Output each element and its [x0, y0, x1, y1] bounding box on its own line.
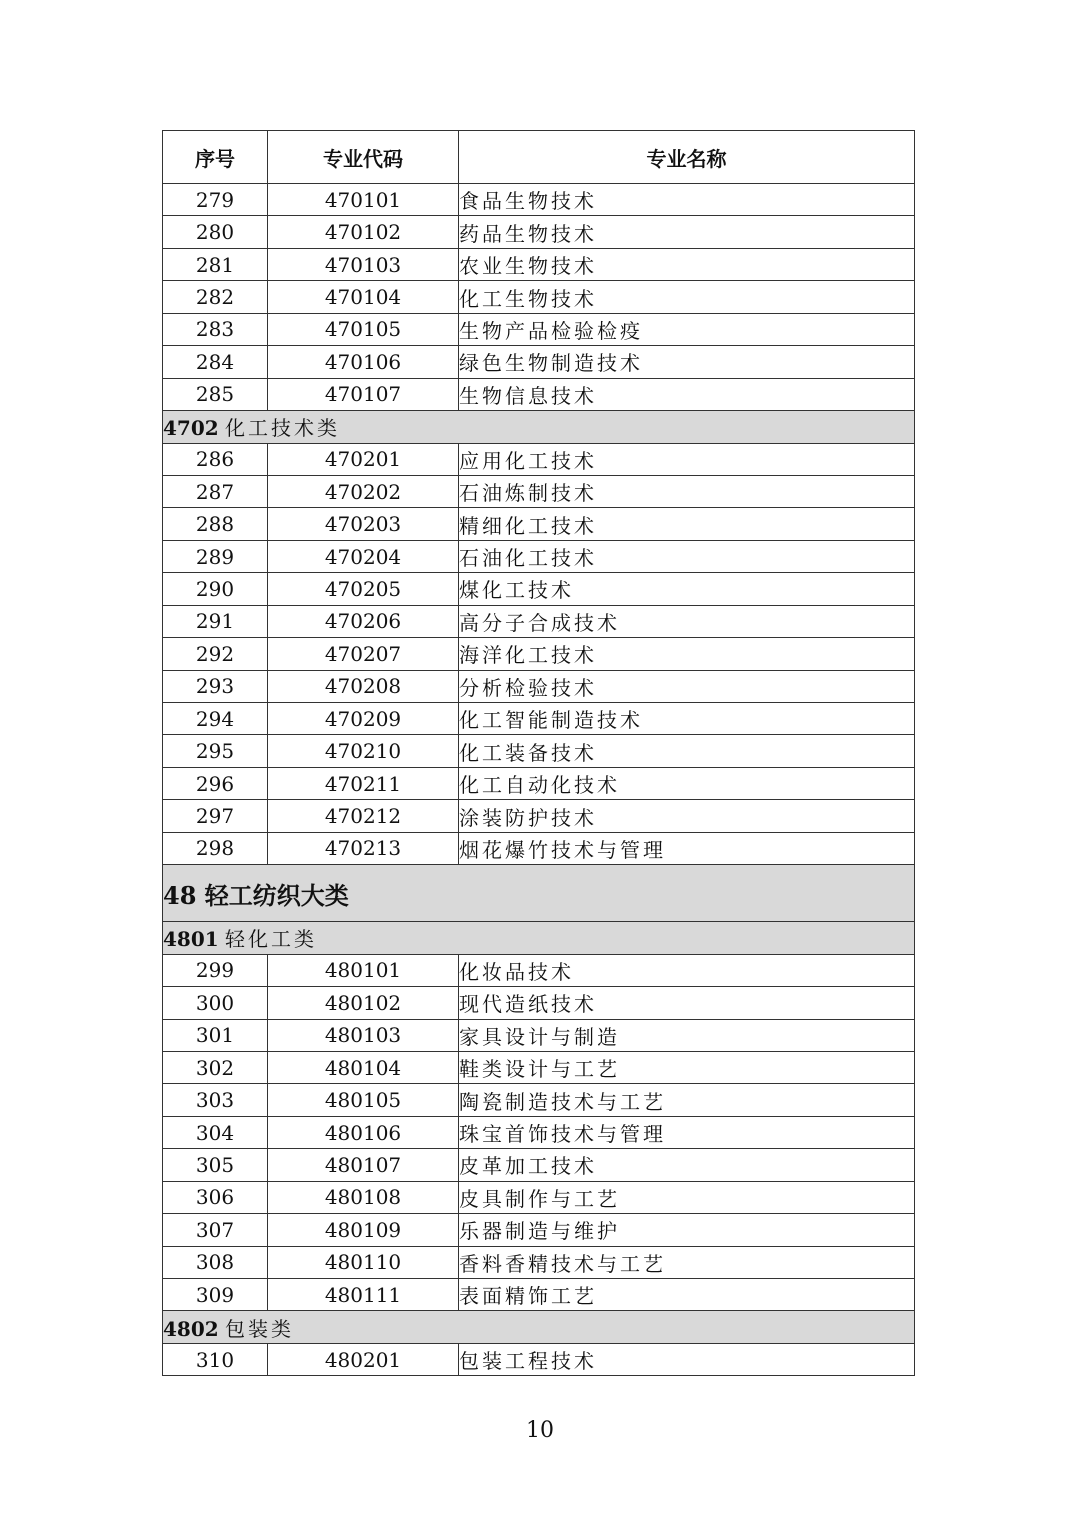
name-cell: 食品生物技术: [459, 184, 915, 216]
code-cell: 480108: [268, 1181, 459, 1213]
serial-cell: 281: [163, 248, 268, 280]
code-cell: 470105: [268, 313, 459, 345]
category-row-4802: [163, 1311, 915, 1343]
serial-cell: 294: [163, 703, 268, 735]
serial-cell: 293: [163, 670, 268, 702]
serial-cell: 304: [163, 1116, 268, 1148]
serial-cell: 307: [163, 1214, 268, 1246]
table-row: [163, 832, 915, 864]
table-row: [163, 1181, 915, 1213]
code-cell: 480102: [268, 987, 459, 1019]
name-cell: 化妆品技术: [459, 954, 915, 986]
table-row: [163, 954, 915, 986]
code-cell: 480107: [268, 1149, 459, 1181]
header-row: [163, 131, 915, 184]
name-cell: 绿色生物制造技术: [459, 346, 915, 378]
code-cell: 470205: [268, 573, 459, 605]
group-biotech: [163, 184, 915, 411]
name-cell: 珠宝首饰技术与管理: [459, 1116, 915, 1148]
code-cell: 470102: [268, 216, 459, 248]
category-code: 4801: [163, 927, 219, 952]
code-cell: 470202: [268, 475, 459, 507]
code-cell: 470212: [268, 800, 459, 832]
serial-cell: 300: [163, 987, 268, 1019]
name-cell: 海洋化工技术: [459, 638, 915, 670]
major-category-row-48: [163, 865, 915, 922]
serial-cell: 279: [163, 184, 268, 216]
serial-cell: 303: [163, 1084, 268, 1116]
code-cell: 480109: [268, 1214, 459, 1246]
header-name: 专业名称: [459, 131, 915, 184]
table-row: [163, 1149, 915, 1181]
group-light-chemical: [163, 954, 915, 1311]
serial-cell: 283: [163, 313, 268, 345]
serial-cell: 282: [163, 281, 268, 313]
serial-cell: 297: [163, 800, 268, 832]
name-cell: 化工自动化技术: [459, 767, 915, 799]
serial-cell: 305: [163, 1149, 268, 1181]
serial-cell: 288: [163, 508, 268, 540]
serial-cell: 285: [163, 378, 268, 410]
serial-cell: 289: [163, 540, 268, 572]
table-row: [163, 1019, 915, 1051]
table-row: [163, 540, 915, 572]
code-cell: 470203: [268, 508, 459, 540]
code-cell: 480106: [268, 1116, 459, 1148]
name-cell: 香料香精技术与工艺: [459, 1246, 915, 1278]
table-row: [163, 475, 915, 507]
serial-cell: 306: [163, 1181, 268, 1213]
serial-cell: 301: [163, 1019, 268, 1051]
code-cell: 470103: [268, 248, 459, 280]
table-row: [163, 987, 915, 1019]
name-cell: 陶瓷制造技术与工艺: [459, 1084, 915, 1116]
serial-cell: 299: [163, 954, 268, 986]
serial-cell: 287: [163, 475, 268, 507]
table-row: [163, 443, 915, 475]
code-cell: 480101: [268, 954, 459, 986]
code-cell: 470206: [268, 605, 459, 637]
name-cell: 化工智能制造技术: [459, 703, 915, 735]
name-cell: 烟花爆竹技术与管理: [459, 832, 915, 864]
name-cell: 高分子合成技术: [459, 605, 915, 637]
name-cell: 农业生物技术: [459, 248, 915, 280]
table-row: [163, 346, 915, 378]
table-row: [163, 735, 915, 767]
table-row: [163, 670, 915, 702]
code-cell: 480201: [268, 1343, 459, 1375]
group-chemical: [163, 443, 915, 865]
table-row: [163, 313, 915, 345]
code-cell: 470204: [268, 540, 459, 572]
name-cell: 应用化工技术: [459, 443, 915, 475]
name-cell: 现代造纸技术: [459, 987, 915, 1019]
table-row: [163, 281, 915, 313]
code-cell: 470101: [268, 184, 459, 216]
table-row: [163, 184, 915, 216]
category-title: 轻化工类: [225, 927, 318, 952]
code-cell: 470104: [268, 281, 459, 313]
name-cell: 生物产品检验检疫: [459, 313, 915, 345]
code-cell: 480104: [268, 1051, 459, 1083]
group-packaging: [163, 1343, 915, 1375]
category-code: 4702: [163, 416, 219, 441]
table-row: [163, 800, 915, 832]
name-cell: 皮革加工技术: [459, 1149, 915, 1181]
table-row: [163, 1116, 915, 1148]
table-row: [163, 1246, 915, 1278]
serial-cell: 302: [163, 1051, 268, 1083]
name-cell: 精细化工技术: [459, 508, 915, 540]
code-cell: 470213: [268, 832, 459, 864]
table-row: [163, 573, 915, 605]
code-cell: 480111: [268, 1279, 459, 1311]
serial-cell: 295: [163, 735, 268, 767]
serial-cell: 292: [163, 638, 268, 670]
category-title: 包装类: [225, 1316, 295, 1341]
serial-cell: 291: [163, 605, 268, 637]
table-row: [163, 605, 915, 637]
name-cell: 石油化工技术: [459, 540, 915, 572]
code-cell: 470211: [268, 767, 459, 799]
major-category-title: 48 轻工纺织大类: [163, 865, 915, 922]
name-cell: 化工生物技术: [459, 281, 915, 313]
category-row-4801: [163, 922, 915, 954]
table-row: [163, 767, 915, 799]
name-cell: 乐器制造与维护: [459, 1214, 915, 1246]
table-row: [163, 378, 915, 410]
name-cell: 包装工程技术: [459, 1343, 915, 1375]
category-title: 化工技术类: [225, 416, 341, 441]
code-cell: 470208: [268, 670, 459, 702]
table-row: [163, 1214, 915, 1246]
code-cell: 470207: [268, 638, 459, 670]
category-code: 4802: [163, 1316, 219, 1341]
name-cell: 涂装防护技术: [459, 800, 915, 832]
name-cell: 鞋类设计与工艺: [459, 1051, 915, 1083]
name-cell: 化工装备技术: [459, 735, 915, 767]
table-row: [163, 1343, 915, 1375]
code-cell: 470107: [268, 378, 459, 410]
serial-cell: 286: [163, 443, 268, 475]
serial-cell: 290: [163, 573, 268, 605]
name-cell: 生物信息技术: [459, 378, 915, 410]
table-row: [163, 1051, 915, 1083]
code-cell: 470210: [268, 735, 459, 767]
table-row: [163, 1084, 915, 1116]
serial-cell: 280: [163, 216, 268, 248]
serial-cell: 309: [163, 1279, 268, 1311]
name-cell: 分析检验技术: [459, 670, 915, 702]
name-cell: 皮具制作与工艺: [459, 1181, 915, 1213]
category-row-4702: [163, 411, 915, 443]
table-row: [163, 1279, 915, 1311]
serial-cell: 296: [163, 767, 268, 799]
majors-table: [162, 130, 915, 1376]
serial-cell: 298: [163, 832, 268, 864]
serial-cell: 308: [163, 1246, 268, 1278]
header-code: 专业代码: [268, 131, 459, 184]
table-row: [163, 638, 915, 670]
name-cell: 煤化工技术: [459, 573, 915, 605]
name-cell: 表面精饰工艺: [459, 1279, 915, 1311]
table-row: [163, 248, 915, 280]
name-cell: 石油炼制技术: [459, 475, 915, 507]
table-row: [163, 216, 915, 248]
name-cell: 家具设计与制造: [459, 1019, 915, 1051]
table-row: [163, 508, 915, 540]
code-cell: 480110: [268, 1246, 459, 1278]
code-cell: 470106: [268, 346, 459, 378]
serial-cell: 284: [163, 346, 268, 378]
code-cell: 480105: [268, 1084, 459, 1116]
name-cell: 药品生物技术: [459, 216, 915, 248]
serial-cell: 310: [163, 1343, 268, 1375]
table-row: [163, 703, 915, 735]
header-serial: 序号: [163, 131, 268, 184]
code-cell: 470209: [268, 703, 459, 735]
code-cell: 470201: [268, 443, 459, 475]
page-number: 10: [526, 1418, 554, 1443]
code-cell: 480103: [268, 1019, 459, 1051]
